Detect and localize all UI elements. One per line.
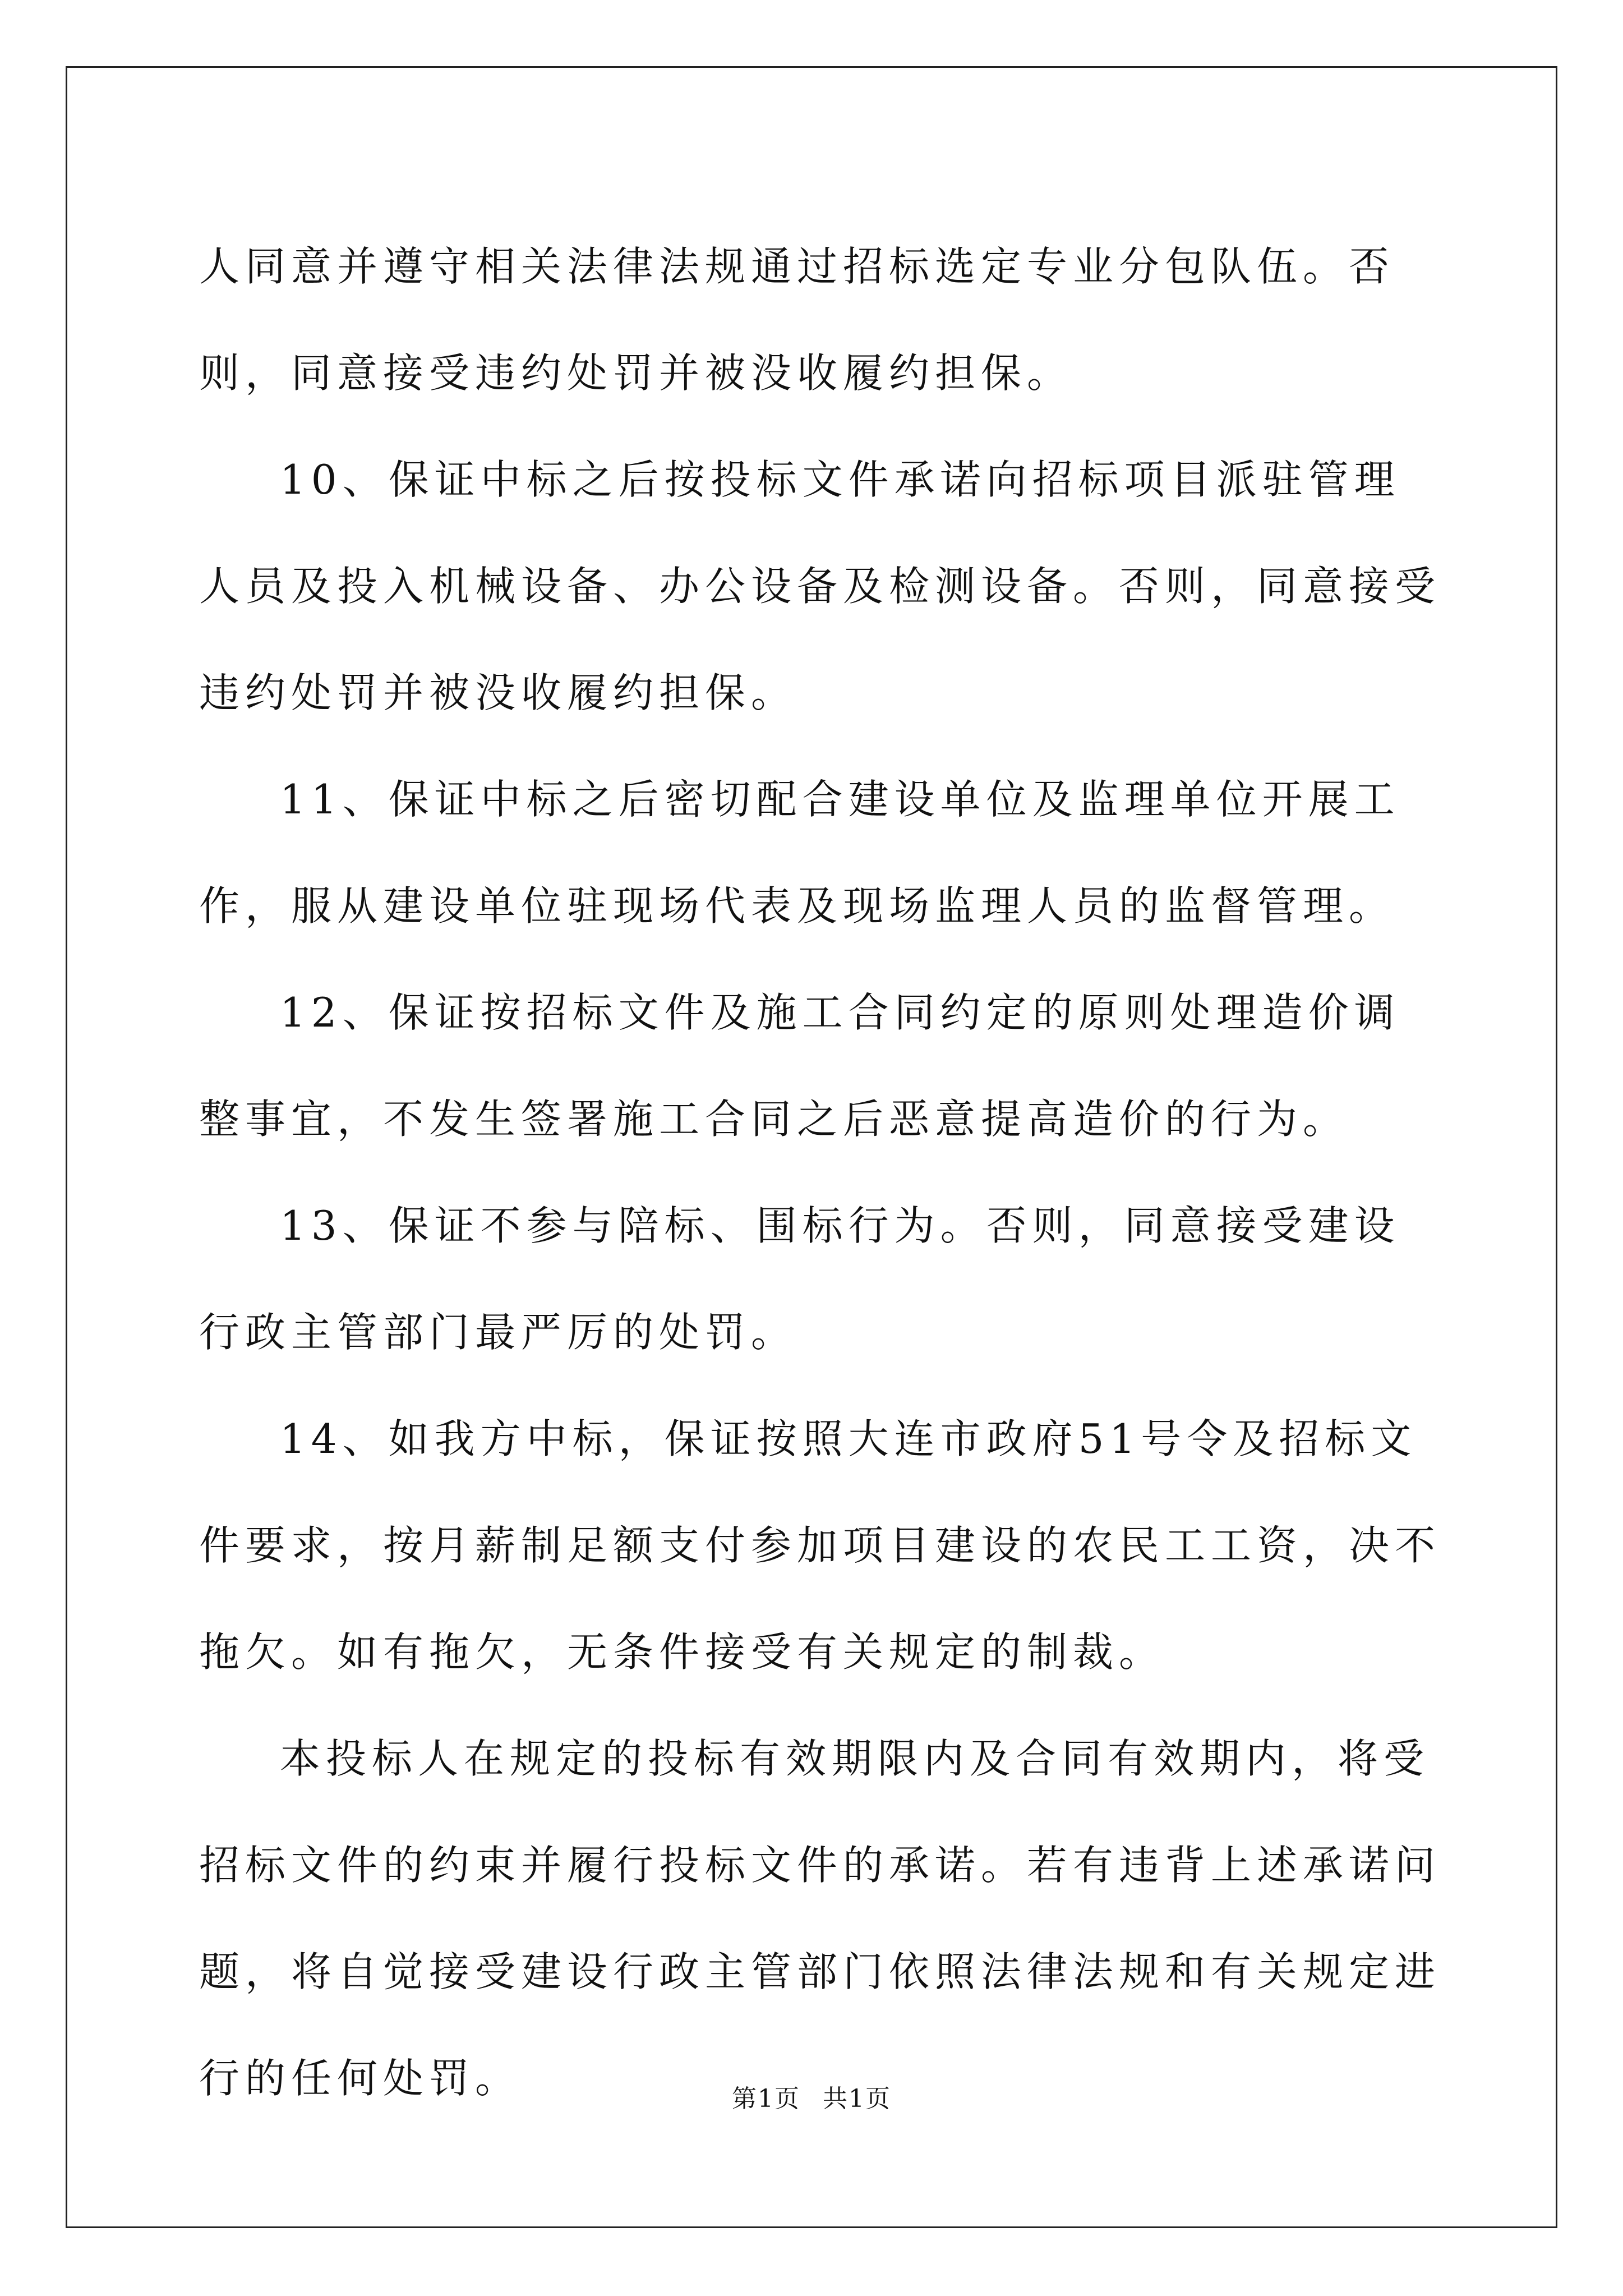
paragraph-item-13: 13、保证不参与陪标、围标行为。否则，同意接受建设行政主管部门最严厉的处罚。	[199, 1202, 1400, 1356]
page-number: 第1页	[732, 2085, 800, 2113]
paragraph-item-12: 12、保证按招标文件及施工合同约定的原则处理造价调整事宜，不发生签署施工合同之后恶意提高造价的行为。	[199, 989, 1400, 1143]
total-pages: 共1页	[823, 2085, 891, 2113]
document-body	[199, 213, 1444, 2132]
paragraph-item-14: 14、如我方中标，保证按照大连市政府51号令及招标文件要求，按月薪制足额支付参加项目建设的农民工工资，决不拖欠。如有拖欠，无条件接受有关规定的制裁。	[199, 1415, 1441, 1676]
paragraph-continuation: 人同意并遵守相关法律法规通过招标选定专业分包队伍。否则，同意接受违约处罚并被没收履约担保。	[199, 243, 1395, 397]
paragraph-item-11: 11、保证中标之后密切配合建设单位及监理单位开展工作，服从建设单位驻现场代表及现场监理人员的监督管理。	[199, 776, 1400, 930]
page-footer	[0, 2082, 1623, 2116]
paragraph-item-10: 10、保证中标之后按投标文件承诺向招标项目派驻管理人员及投入机械设备、办公设备及检测设备。否则，同意接受违约处罚并被没收履约担保。	[199, 456, 1441, 716]
paragraph-closing-statement: 本投标人在规定的投标有效期限内及合同有效期内，将受招标文件的约束并履行投标文件的承诺。若有违背上述承诺问题，将自觉接受建设行政主管部门依照法律法规和有关规定进行的任何处罚。	[199, 1735, 1441, 2102]
